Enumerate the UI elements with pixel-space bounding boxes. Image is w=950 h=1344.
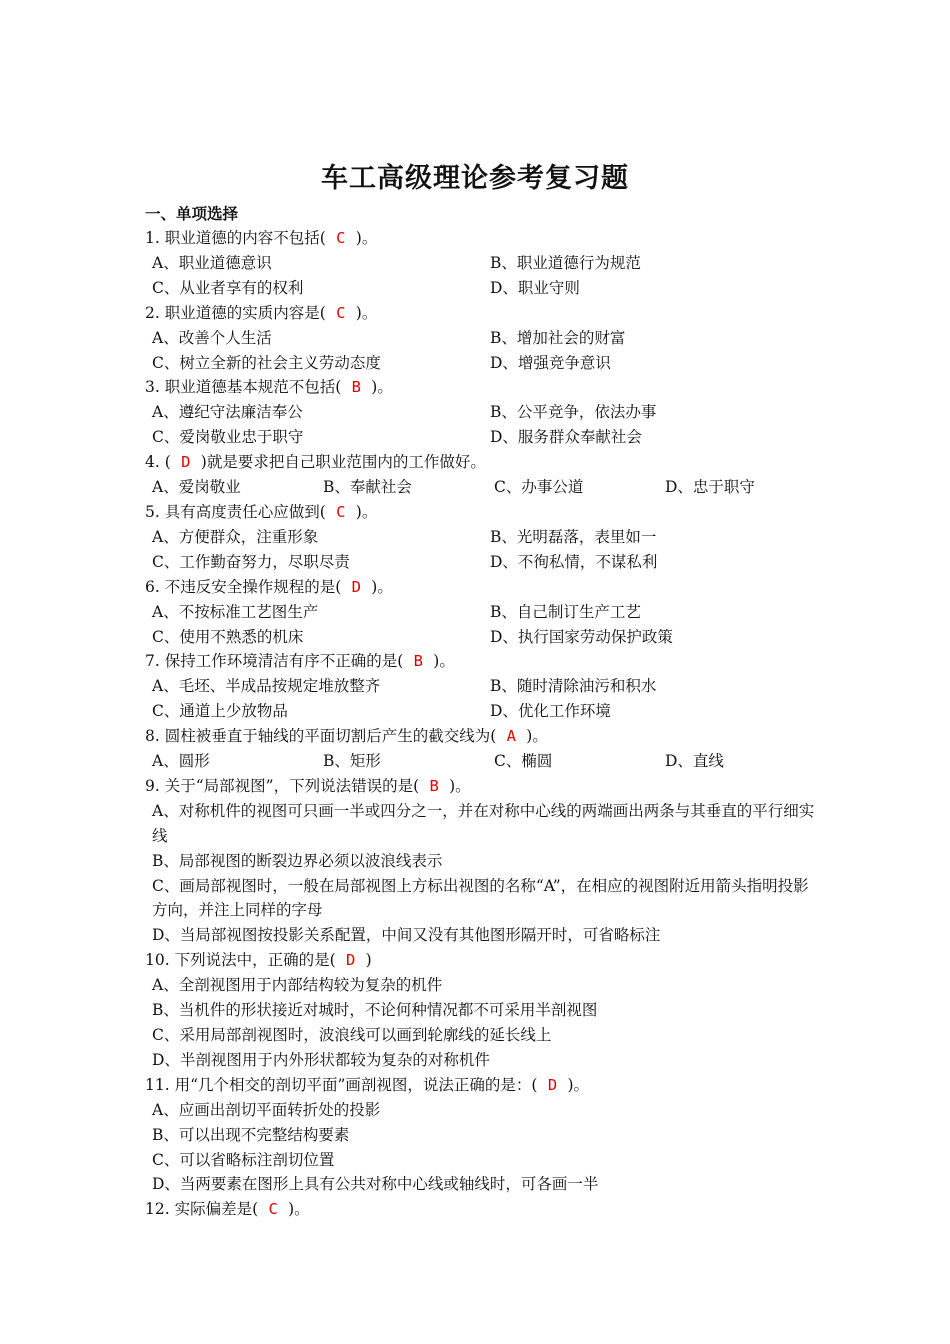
answer-mark: D: [351, 577, 361, 596]
option-b: B、光明磊落，表里如一: [490, 527, 657, 546]
option-a: A、爱岗敬业: [152, 478, 241, 497]
option-row: [145, 326, 815, 351]
option-row: [145, 475, 815, 500]
stem-text: )就是要求把自己职业范围内的工作做好。: [200, 453, 486, 472]
option-d: D、当两要素在图形上具有公共对称中心线或轴线时，可各画一半: [152, 1175, 599, 1194]
question-stem: [145, 774, 815, 799]
option-b: B、职业道德行为规范: [490, 253, 641, 272]
stem-text: 9. 关于“局部视图”，下列说法错误的是(: [145, 776, 420, 795]
option-a: A、遵纪守法廉洁奉公: [152, 403, 303, 422]
stem-text: 10. 下列说法中，正确的是(: [145, 951, 336, 970]
answer-mark: D: [181, 453, 191, 472]
option-row: [145, 400, 815, 425]
option-row: [145, 749, 815, 774]
option-b: B、局部视图的断裂边界必须以波浪线表示: [152, 851, 443, 870]
question-stem: [145, 450, 815, 475]
option-c: C、椭圆: [494, 752, 553, 771]
option-row: [145, 251, 815, 276]
option-a: A、改善个人生活: [152, 328, 272, 347]
option-c: C、工作勤奋努力，尽职尽责: [152, 552, 350, 571]
option-b: B、增加社会的财富: [490, 328, 626, 347]
option-a: A、对称机件的视图可只画一半或四分之一，并在对称中心线的两端画出两条与其垂直的平行细实线: [152, 801, 815, 845]
option-row: [145, 625, 815, 650]
question-stem: [145, 500, 815, 525]
question-stem: [145, 724, 815, 749]
option-c: C、可以省略标注剖切位置: [152, 1150, 335, 1169]
stem-text: )。: [371, 577, 393, 596]
option-a: A、应画出剖切平面转折处的投影: [152, 1100, 381, 1119]
question-stem: [145, 1197, 815, 1222]
option-b: B、奉献社会: [323, 478, 412, 497]
option-c: C、通道上少放物品: [152, 702, 288, 721]
option-d: D、增强竞争意识: [490, 353, 611, 372]
option-b: B、自己制订生产工艺: [490, 602, 641, 621]
question-stem: [145, 301, 815, 326]
answer-mark: D: [345, 951, 356, 970]
option-b: B、可以出现不完整结构要素: [152, 1125, 350, 1144]
option-row: [145, 525, 815, 550]
section-heading: 一、单项选择: [145, 205, 239, 223]
stem-text: )。: [355, 502, 378, 521]
option-c: C、从业者享有的权利: [152, 278, 304, 297]
stem-text: 2. 职业道德的实质内容是(: [145, 303, 326, 322]
option-c: C、爱岗敬业忠于职守: [152, 428, 304, 447]
question-stem: [145, 1073, 815, 1098]
question-stem: [145, 575, 815, 600]
answer-mark: B: [413, 652, 423, 671]
answer-mark: C: [336, 502, 346, 521]
option-a: A、不按标准工艺图生产: [152, 602, 319, 621]
option-row: [145, 600, 815, 625]
stem-text: )。: [433, 652, 455, 671]
question-stem: [145, 948, 815, 973]
option-d: D、服务群众奉献社会: [490, 428, 642, 447]
option-c: C、树立全新的社会主义劳动态度: [152, 353, 381, 372]
option-row: [145, 699, 815, 724]
answer-mark: C: [336, 303, 346, 322]
page-title: 车工高级理论参考复习题: [321, 163, 629, 194]
option-d: D、当局部视图按投影关系配置，中间又没有其他图形隔开时，可省略标注: [152, 926, 661, 945]
stem-text: 7. 保持工作环境清洁有序不正确的是(: [145, 652, 404, 671]
option-d: D、忠于职守: [665, 478, 755, 497]
stem-text: )。: [449, 776, 471, 795]
option-a: A、毛坯、半成品按规定堆放整齐: [152, 677, 381, 696]
answer-mark: C: [268, 1200, 278, 1219]
option-row: [145, 351, 815, 376]
option-b: B、矩形: [323, 752, 381, 771]
question-stem: [145, 375, 815, 400]
stem-text: ): [365, 951, 372, 970]
question-stem: [145, 226, 815, 251]
stem-text: )。: [355, 229, 378, 247]
option-c: C、采用局部剖视图时，波浪线可以画到轮廓线的延长线上: [152, 1026, 552, 1044]
option-d: D、直线: [665, 752, 724, 771]
option-b: B、当机件的形状接近对城时，不论何种情况都不可采用半剖视图: [152, 1001, 598, 1020]
option-a: A、全剖视图用于内部结构较为复杂的机件: [152, 976, 443, 995]
answer-mark: B: [429, 776, 439, 795]
option-row: [145, 674, 815, 699]
answer-mark: B: [351, 378, 361, 397]
option-row: [145, 425, 815, 450]
stem-text: 5. 具有高度责任心应做到(: [145, 502, 326, 521]
answer-mark: D: [547, 1075, 558, 1094]
stem-text: 6. 不违反安全操作规程的是(: [145, 577, 342, 596]
answer-mark: C: [336, 229, 346, 247]
option-c: C、办事公道: [494, 478, 584, 497]
stem-text: )。: [371, 378, 393, 397]
stem-text: 4. (: [145, 453, 171, 472]
stem-text: )。: [567, 1075, 590, 1094]
stem-text: 3. 职业道德基本规范不包括(: [145, 378, 342, 397]
stem-text: 1. 职业道德的内容不包括(: [145, 229, 326, 247]
option-d: D、不徇私情，不谋私利: [490, 552, 658, 571]
question-list: [145, 226, 815, 1222]
stem-text: )。: [526, 727, 548, 746]
stem-text: )。: [355, 303, 378, 322]
option-b: B、随时清除油污和积水: [490, 677, 657, 696]
option-c: C、使用不熟悉的机床: [152, 627, 304, 646]
option-d: D、优化工作环境: [490, 702, 611, 721]
stem-text: 12. 实际偏差是(: [145, 1200, 259, 1219]
option-row: [145, 550, 815, 575]
option-d: D、半剖视图用于内外形状都较为复杂的对称机件: [152, 1050, 490, 1069]
stem-text: 11. 用“几个相交的剖切平面”画剖视图，说法正确的是：(: [145, 1075, 538, 1094]
option-row: [145, 276, 815, 301]
option-d: D、职业守则: [490, 278, 580, 297]
question-stem: [145, 649, 815, 674]
option-a: A、职业道德意识: [152, 253, 272, 272]
option-b: B、公平竞争，依法办事: [490, 403, 657, 422]
option-c: C、画局部视图时，一般在局部视图上方标出视图的名称“A”，在相应的视图附近用箭头指明投影方向，并注上同样的字母: [152, 876, 809, 920]
answer-mark: A: [506, 727, 516, 746]
stem-text: )。: [288, 1200, 310, 1219]
option-d: D、执行国家劳动保护政策: [490, 627, 673, 646]
option-a: A、圆形: [152, 752, 210, 771]
option-a: A、方便群众，注重形象: [152, 527, 319, 546]
stem-text: 8. 圆柱被垂直于轴线的平面切割后产生的截交线为(: [145, 727, 497, 746]
